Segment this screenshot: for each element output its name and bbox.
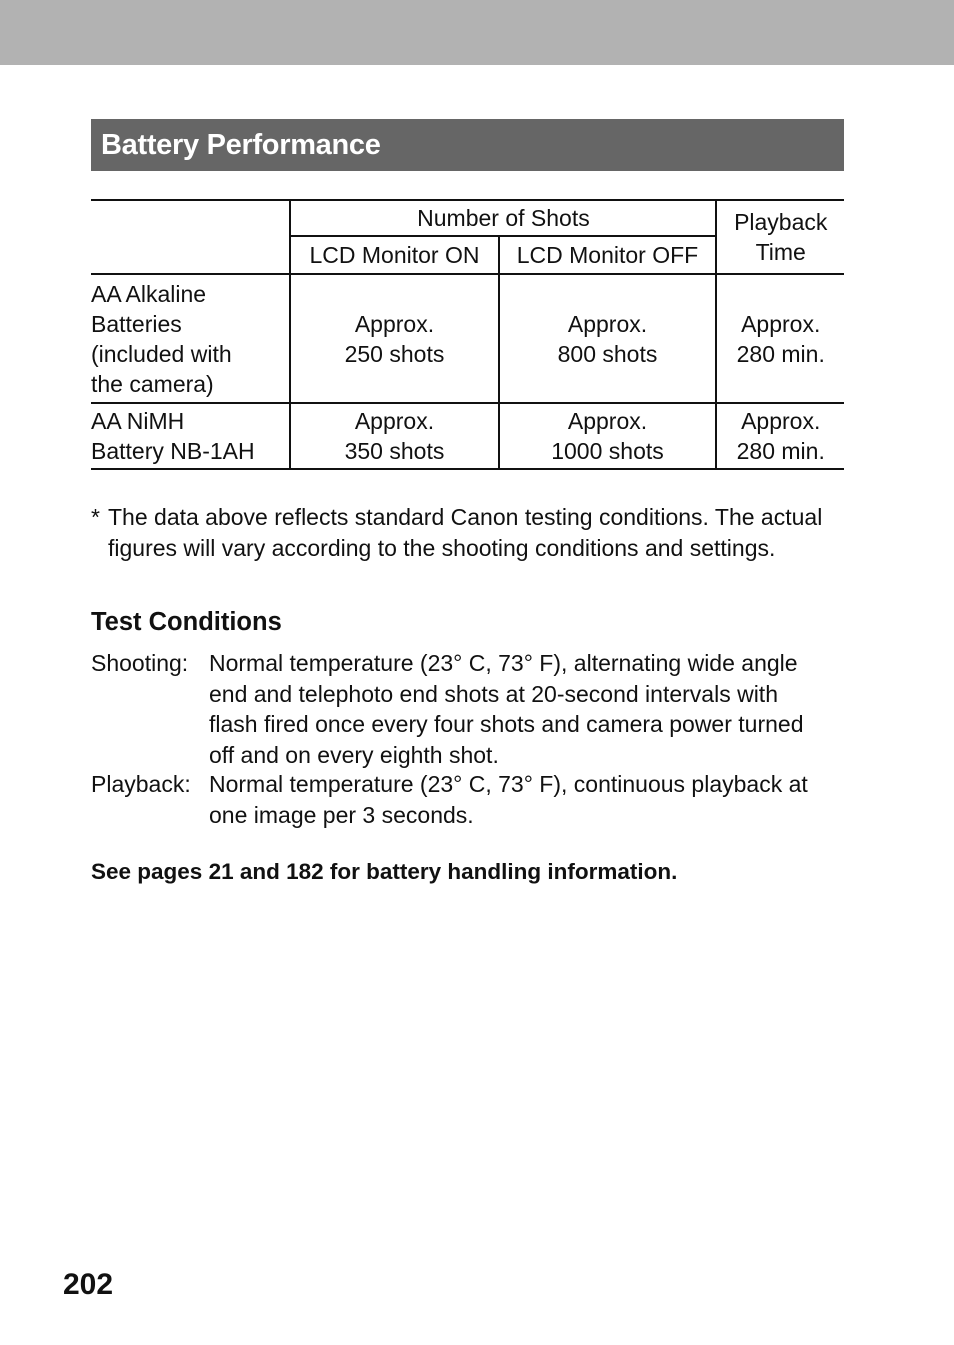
shooting-condition	[91, 648, 851, 770]
header-number-of-shots: Number of Shots	[290, 200, 716, 236]
row-label-alkaline: AA Alkaline Batteries (included with the camera)	[91, 274, 290, 403]
section-title: Battery Performance	[91, 119, 844, 171]
top-bar	[0, 0, 954, 65]
page-number: 202	[63, 1268, 114, 1301]
header-lcd-on: LCD Monitor ON	[290, 236, 498, 274]
row-label-nimh: AA NiMH Battery NB-1AH	[91, 403, 290, 469]
header-playback-time: Playback Time	[716, 200, 844, 274]
table-corner-cell	[91, 200, 290, 274]
table-row	[91, 274, 844, 403]
cell-alkaline-playback: Approx. 280 min.	[716, 274, 844, 403]
battery-performance-table	[91, 199, 844, 470]
table-row	[91, 403, 844, 469]
footnote-marker: *	[91, 504, 100, 530]
header-lcd-off: LCD Monitor OFF	[499, 236, 717, 274]
cell-alkaline-lcd-on: Approx. 250 shots	[290, 274, 498, 403]
test-conditions-heading: Test Conditions	[91, 608, 282, 636]
footnote	[91, 502, 851, 563]
shooting-label: Shooting:	[91, 650, 189, 676]
table-header-row	[91, 200, 844, 236]
footnote-text: The data above reflects standard Canon testing conditions. The actual figures will vary according to the shooting conditions and settings.	[108, 504, 823, 561]
shooting-text: Normal temperature (23° C, 73° F), alternating wide angle end and telephoto end shots at 20-second intervals with flash fired once every four shots and camera power turned off and on every eighth shot.	[209, 650, 804, 768]
cell-nimh-lcd-off: Approx. 1000 shots	[499, 403, 717, 469]
playback-text: Normal temperature (23° C, 73° F), continuous playback at one image per 3 seconds.	[209, 771, 808, 828]
see-pages-note: See pages 21 and 182 for battery handling information.	[91, 859, 678, 884]
cell-nimh-lcd-on: Approx. 350 shots	[290, 403, 498, 469]
playback-label: Playback:	[91, 771, 191, 797]
cell-nimh-playback: Approx. 280 min.	[716, 403, 844, 469]
cell-alkaline-lcd-off: Approx. 800 shots	[499, 274, 717, 403]
playback-condition	[91, 769, 851, 830]
